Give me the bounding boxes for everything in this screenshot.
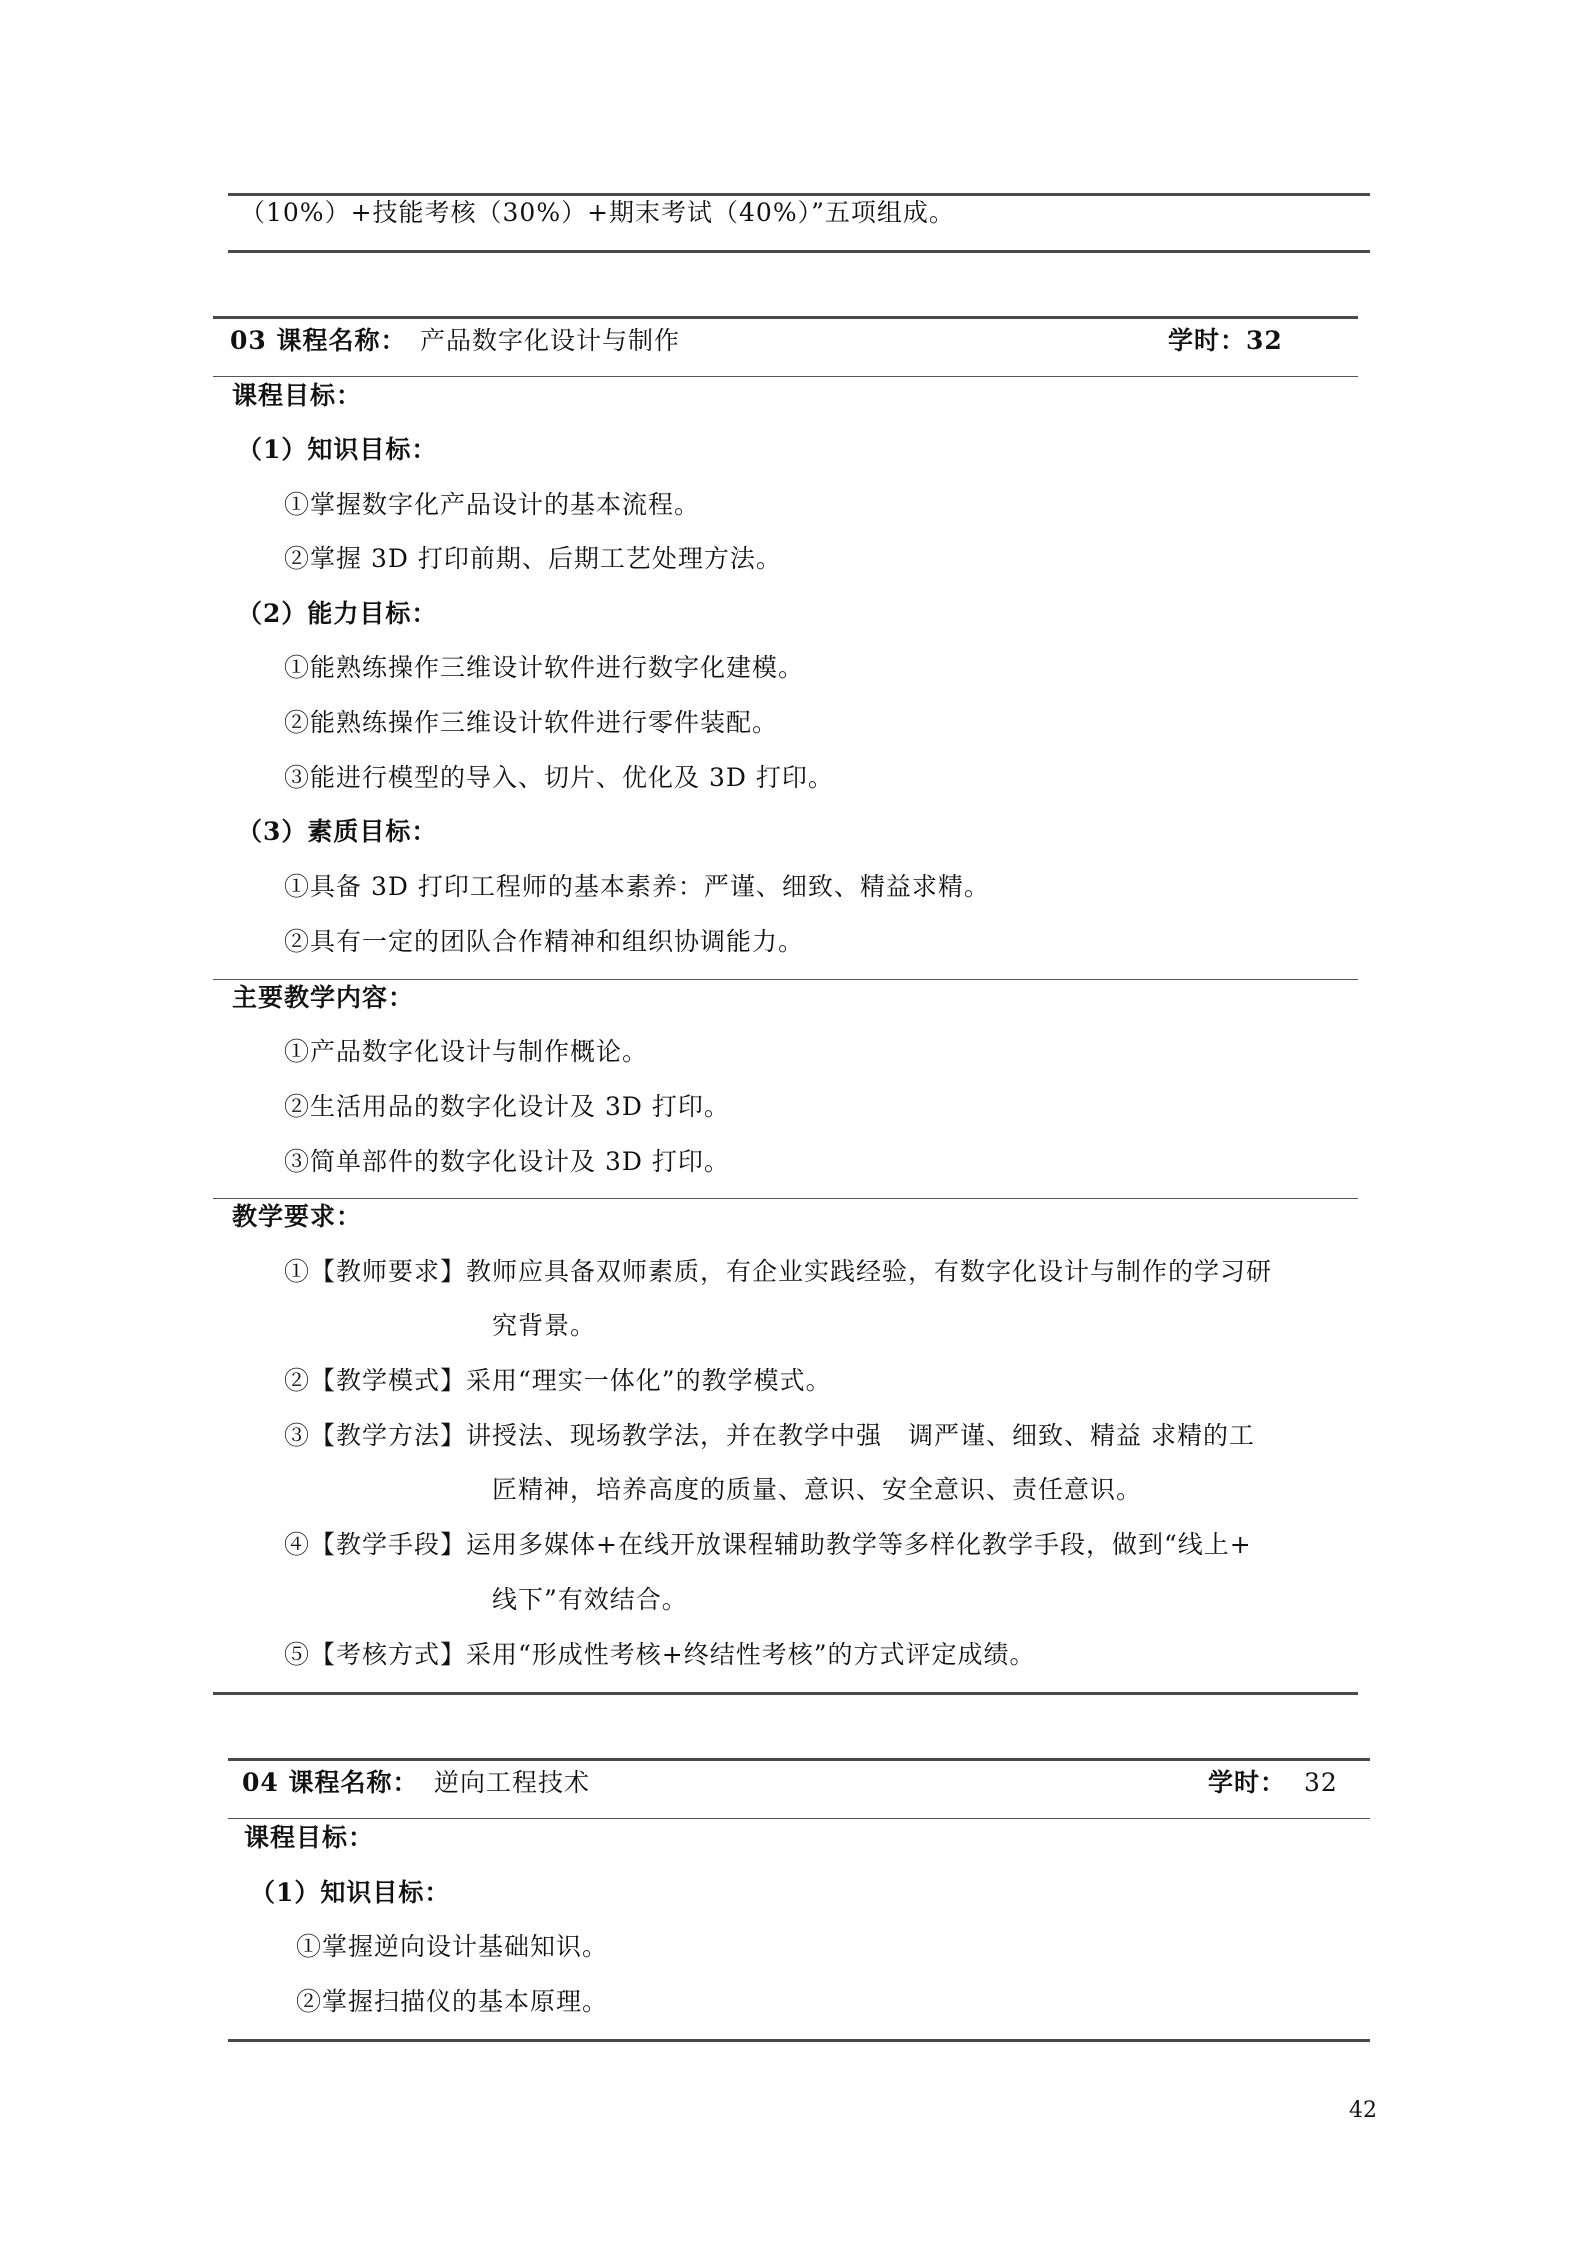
course03-knowledge-title: （1）知识目标： [237,435,438,464]
course03-content-rule [213,1198,1358,1199]
course03-header-label: 03 课程名称： [230,326,407,355]
top-text-line: （10%）+技能考核（30%）+期末考试（40%）”五项组成。 [240,198,955,227]
course03-quality-item: ②具有一定的团队合作精神和组织协调能力。 [284,927,805,956]
course04-top-rule [228,1758,1370,1761]
course04-knowledge-item: ①掌握逆向设计基础知识。 [296,1932,609,1961]
course03-req-item-cont: 究背景。 [492,1311,597,1340]
course03-content-item: ③简单部件的数字化设计及 3D 打印。 [284,1147,730,1176]
course03-content-item: ②生活用品的数字化设计及 3D 打印。 [284,1092,730,1121]
course03-knowledge-item: ①掌握数字化产品设计的基本流程。 [284,490,701,519]
course03-ability-item: ②能熟练操作三维设计软件进行零件装配。 [284,708,779,737]
page-number: 42 [1349,2098,1377,2123]
course04-knowledge-item: ②掌握扫描仪的基本原理。 [296,1987,609,2016]
course03-quality-item: ①具备 3D 打印工程师的基本素养：严谨、细致、精益求精。 [284,872,990,901]
course04-header-label: 04 课程名称： [242,1768,419,1797]
course04-knowledge-title: （1）知识目标： [250,1878,451,1907]
course04-name: 逆向工程技术 [434,1768,591,1797]
course04-header-rule [228,1818,1370,1819]
course03-goals-rule [213,979,1358,980]
course03-hours: 学时：32 [1168,326,1283,355]
course03-req-item: ②【教学模式】采用“理实一体化”的教学模式。 [284,1366,832,1395]
course03-content-item: ①产品数字化设计与制作概论。 [284,1037,649,1066]
course03-req-item: ⑤【考核方式】采用“形成性考核+终结性考核”的方式评定成绩。 [284,1640,1036,1669]
course03-goals-title: 课程目标： [232,381,363,410]
course04-goals-title: 课程目标： [244,1823,375,1852]
course03-req-item: ①【教师要求】教师应具备双师素质，有企业实践经验，有数字化设计与制作的学习研 [284,1257,1273,1286]
course03-content-title: 主要教学内容： [232,983,415,1012]
course03-ability-item: ③能进行模型的导入、切片、优化及 3D 打印。 [284,763,834,792]
course03-ability-title: （2）能力目标： [237,599,438,628]
course04-hours-label: 学时： [1208,1768,1287,1797]
course04-bottom-rule [228,2039,1370,2042]
course03-req-item-cont: 匠精神，培养高度的质量、意识、安全意识、责任意识。 [492,1475,1143,1504]
course03-req-item-cont: 线下”有效结合。 [492,1585,688,1614]
course03-bottom-rule [213,1692,1358,1695]
course03-ability-item: ①能熟练操作三维设计软件进行数字化建模。 [284,653,805,682]
course03-header-rule [213,376,1358,377]
course04-hours-value: 32 [1304,1768,1338,1797]
course03-name: 产品数字化设计与制作 [420,326,681,355]
course03-req-item: ④【教学手段】运用多媒体+在线开放课程辅助教学等多样化教学手段，做到“线上+ [284,1530,1252,1559]
course03-top-rule [213,316,1358,319]
course03-req-title: 教学要求： [232,1202,363,1231]
top-block-bottom-rule [228,250,1370,253]
course03-quality-title: （3）素质目标： [237,817,438,846]
course03-req-item: ③【教学方法】讲授法、现场教学法，并在教学中强 调严谨、细致、精益 求精的工 [284,1421,1255,1450]
course03-knowledge-item: ②掌握 3D 打印前期、后期工艺处理方法。 [284,544,782,573]
